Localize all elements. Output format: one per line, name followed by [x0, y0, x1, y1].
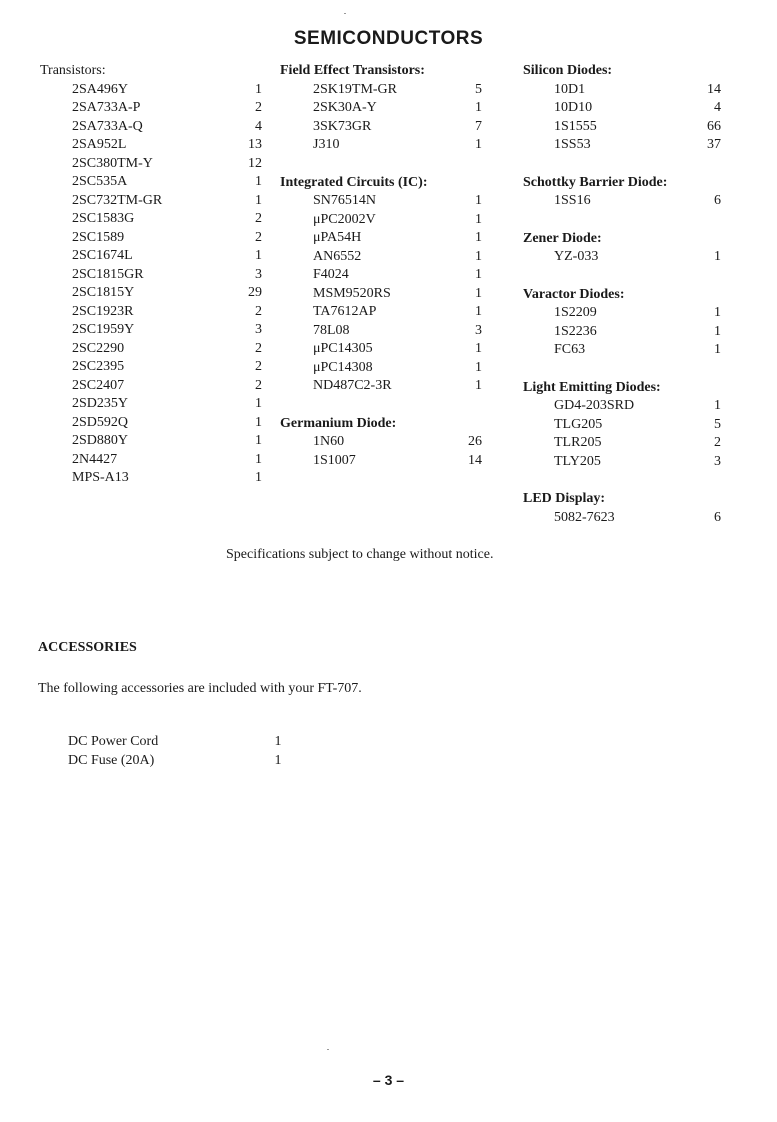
part-quantity: 13: [248, 137, 262, 152]
part-row: [280, 303, 490, 322]
part-quantity: 1: [714, 398, 721, 413]
part-number: 1S2236: [554, 323, 597, 339]
part-number: 2SC380TM-Y: [72, 155, 153, 171]
part-row: [40, 155, 262, 174]
part-row: [40, 229, 262, 248]
part-number: μPC2002V: [313, 211, 376, 227]
part-number: TLY205: [554, 453, 601, 469]
part-number: 3SK73GR: [313, 118, 372, 134]
part-quantity: 6: [714, 509, 721, 525]
zener-heading: Zener Diode:: [523, 230, 602, 246]
scan-speck: [327, 1049, 329, 1050]
part-number: 2SC2395: [72, 359, 125, 374]
part-row: [523, 192, 753, 211]
part-number: TLG205: [554, 416, 603, 432]
part-quantity: 2: [714, 435, 721, 450]
part-row: [280, 99, 490, 118]
part-number: 2SA733A-P: [72, 100, 141, 115]
part-quantity: 7: [475, 118, 482, 134]
part-number: ND487C2-3R: [313, 378, 392, 393]
part-row: [40, 377, 262, 396]
part-number: J310: [313, 137, 340, 152]
part-number: 2SC1923R: [72, 303, 134, 319]
accessories-intro: The following accessories are included with your FT-707.: [38, 681, 362, 696]
part-row: [280, 118, 490, 137]
part-quantity: 26: [468, 434, 482, 449]
part-quantity: 2: [255, 229, 262, 245]
accessories-heading: ACCESSORIES: [38, 640, 137, 655]
part-row: [523, 81, 753, 100]
part-quantity: 2: [255, 211, 262, 226]
part-quantity: 1: [255, 248, 262, 263]
part-number: 2SK30A-Y: [313, 100, 377, 115]
part-row: [40, 99, 262, 118]
part-number: 2SA733A-Q: [72, 118, 143, 134]
accessory-row: [68, 752, 308, 771]
part-number: 2SK19TM-GR: [313, 81, 398, 97]
part-quantity: 1: [475, 359, 482, 375]
part-quantity: 2: [255, 303, 262, 319]
part-number: 2SD592Q: [72, 414, 129, 430]
ic-section: [280, 174, 490, 396]
part-quantity: 1: [475, 304, 482, 319]
part-number: FC63: [554, 342, 586, 357]
part-row: [280, 192, 490, 211]
part-number: 2SC1815Y: [72, 285, 135, 300]
accessory-name: DC Fuse (20A): [68, 752, 155, 768]
part-quantity: 1: [475, 267, 482, 282]
part-number: 10D10: [554, 100, 593, 115]
part-quantity: 29: [248, 285, 262, 300]
part-row: [523, 453, 753, 472]
part-number: 1SS53: [554, 137, 591, 152]
part-quantity: 12: [248, 155, 262, 171]
part-row: [280, 248, 490, 267]
part-row: [40, 451, 262, 470]
part-quantity: 1: [255, 470, 262, 485]
part-number: 2SC2290: [72, 340, 125, 356]
fet-heading: Field Effect Transistors:: [280, 63, 425, 78]
part-quantity: 1: [475, 248, 482, 264]
part-quantity: 1: [475, 100, 482, 115]
part-quantity: 3: [714, 453, 721, 469]
part-number: μPC14308: [313, 359, 373, 375]
part-row: [523, 341, 753, 360]
varactor-section: [523, 286, 753, 360]
part-row: [280, 136, 490, 155]
transistors-column: [40, 62, 262, 488]
part-row: [280, 229, 490, 248]
part-row: [523, 397, 753, 416]
fet-section: [280, 62, 490, 155]
part-number: μPC14305: [313, 341, 373, 356]
part-number: 2SD880Y: [72, 433, 129, 448]
part-quantity: 2: [255, 377, 262, 393]
part-quantity: 1: [475, 341, 482, 356]
part-quantity: 1: [255, 174, 262, 189]
page-number: – 3 –: [372, 1072, 405, 1088]
part-row: [40, 81, 262, 100]
part-quantity: 1: [475, 137, 482, 152]
part-quantity: 5: [714, 416, 721, 432]
part-number: 2SC1815GR: [72, 266, 144, 282]
part-row: [40, 469, 262, 488]
part-number: 2N4427: [72, 451, 118, 467]
part-row: [523, 248, 753, 267]
part-quantity: 3: [255, 266, 262, 282]
part-number: 2SC2407: [72, 377, 125, 393]
part-row: [40, 173, 262, 192]
accessory-qty: 1: [274, 734, 282, 749]
transistors-section: [40, 62, 262, 488]
part-number: 2SC732TM-GR: [72, 192, 163, 208]
part-number: 5082-7623: [554, 509, 615, 525]
middle-column: [280, 62, 490, 470]
part-row: [280, 322, 490, 341]
part-number: 78L08: [313, 322, 350, 338]
part-quantity: 1: [255, 451, 262, 467]
part-row: [40, 284, 262, 303]
part-quantity: 1: [475, 211, 482, 227]
part-number: MSM9520RS: [313, 285, 391, 301]
part-quantity: 2: [255, 359, 262, 374]
part-quantity: 1: [475, 378, 482, 393]
part-row: [280, 359, 490, 378]
part-number: TA7612AP: [313, 304, 377, 319]
part-number: YZ-033: [554, 249, 599, 264]
right-column: [523, 62, 753, 527]
part-quantity: 1: [475, 193, 482, 208]
germanium-section: [280, 415, 490, 471]
part-number: 2SD235Y: [72, 396, 129, 411]
part-row: [523, 323, 753, 342]
part-row: [280, 377, 490, 396]
part-row: [40, 192, 262, 211]
part-number: SN76514N: [313, 193, 377, 208]
part-quantity: 2: [255, 100, 262, 115]
part-quantity: 1: [255, 433, 262, 448]
part-row: [523, 509, 753, 528]
accessory-row: [68, 733, 308, 752]
part-quantity: 3: [255, 322, 262, 337]
part-quantity: 2: [255, 340, 262, 356]
part-quantity: 4: [714, 100, 721, 115]
transistors-heading: Transistors:: [40, 63, 106, 78]
part-number: GD4-203SRD: [554, 398, 635, 413]
germanium-heading: Germanium Diode:: [280, 415, 397, 431]
part-quantity: 1: [255, 81, 262, 97]
part-row: [40, 340, 262, 359]
part-quantity: 1: [255, 396, 262, 411]
part-number: TLR205: [554, 435, 602, 450]
silicon-heading: Silicon Diodes:: [523, 63, 613, 78]
part-number: 2SC1674L: [72, 248, 133, 263]
part-quantity: 37: [707, 137, 721, 152]
part-quantity: 14: [707, 81, 721, 97]
part-quantity: 1: [475, 230, 482, 245]
part-row: [523, 118, 753, 137]
part-row: [40, 395, 262, 414]
part-quantity: 1: [714, 323, 721, 339]
part-number: 1S2209: [554, 305, 597, 320]
scan-speck: [344, 13, 346, 14]
part-quantity: 1: [714, 342, 721, 357]
part-quantity: 5: [475, 81, 482, 97]
zener-section: [523, 230, 753, 267]
varactor-heading: Varactor Diodes:: [523, 286, 625, 302]
part-quantity: 1: [255, 192, 262, 208]
schottky-section: [523, 174, 753, 211]
accessories-list: [68, 733, 308, 770]
part-row: [40, 210, 262, 229]
part-number: F4024: [313, 267, 349, 282]
ic-heading: Integrated Circuits (IC):: [280, 174, 428, 190]
part-number: 10D1: [554, 81, 586, 97]
specifications-notice: Specifications subject to change without notice.: [226, 547, 494, 562]
silicon-section: [523, 62, 753, 155]
part-row: [523, 416, 753, 435]
part-quantity: 66: [707, 118, 721, 134]
led-display-heading: LED Display:: [523, 491, 606, 506]
part-quantity: 1: [475, 285, 482, 301]
part-row: [523, 434, 753, 453]
part-row: [40, 414, 262, 433]
part-row: [280, 266, 490, 285]
led-heading: Light Emitting Diodes:: [523, 379, 661, 395]
part-row: [280, 81, 490, 100]
part-quantity: 4: [255, 118, 262, 134]
part-number: 2SC1583G: [72, 211, 135, 226]
led-display-section: [523, 490, 753, 527]
led-section: [523, 379, 753, 472]
part-number: 1N60: [313, 434, 345, 449]
schottky-heading: Schottky Barrier Diode:: [523, 174, 668, 190]
part-row: [280, 285, 490, 304]
part-row: [523, 99, 753, 118]
accessory-qty: 1: [274, 752, 282, 768]
part-row: [280, 452, 490, 471]
part-row: [40, 118, 262, 137]
part-quantity: 6: [714, 193, 721, 208]
part-row: [40, 432, 262, 451]
part-number: 2SC1959Y: [72, 322, 135, 337]
part-number: 2SA952L: [72, 137, 127, 152]
part-row: [280, 340, 490, 359]
part-quantity: 1: [714, 249, 721, 264]
part-row: [523, 304, 753, 323]
part-row: [280, 433, 490, 452]
part-row: [280, 211, 490, 230]
page-title: SEMICONDUCTORS: [293, 28, 484, 49]
part-quantity: 1: [714, 305, 721, 320]
part-number: 2SA496Y: [72, 81, 129, 97]
part-row: [40, 303, 262, 322]
part-number: 1S1555: [554, 118, 597, 134]
part-row: [40, 321, 262, 340]
part-number: MPS-A13: [72, 470, 129, 485]
part-row: [40, 136, 262, 155]
part-row: [40, 247, 262, 266]
accessory-name: DC Power Cord: [68, 734, 159, 749]
part-number: μPA54H: [313, 230, 362, 245]
part-row: [523, 136, 753, 155]
part-number: 1SS16: [554, 193, 591, 208]
part-quantity: 3: [475, 322, 482, 338]
part-number: 2SC535A: [72, 174, 128, 189]
part-quantity: 14: [468, 452, 482, 468]
part-number: 1S1007: [313, 452, 356, 468]
part-row: [40, 358, 262, 377]
part-quantity: 1: [255, 414, 262, 430]
part-row: [40, 266, 262, 285]
part-number: AN6552: [313, 248, 362, 264]
part-number: 2SC1589: [72, 229, 125, 245]
